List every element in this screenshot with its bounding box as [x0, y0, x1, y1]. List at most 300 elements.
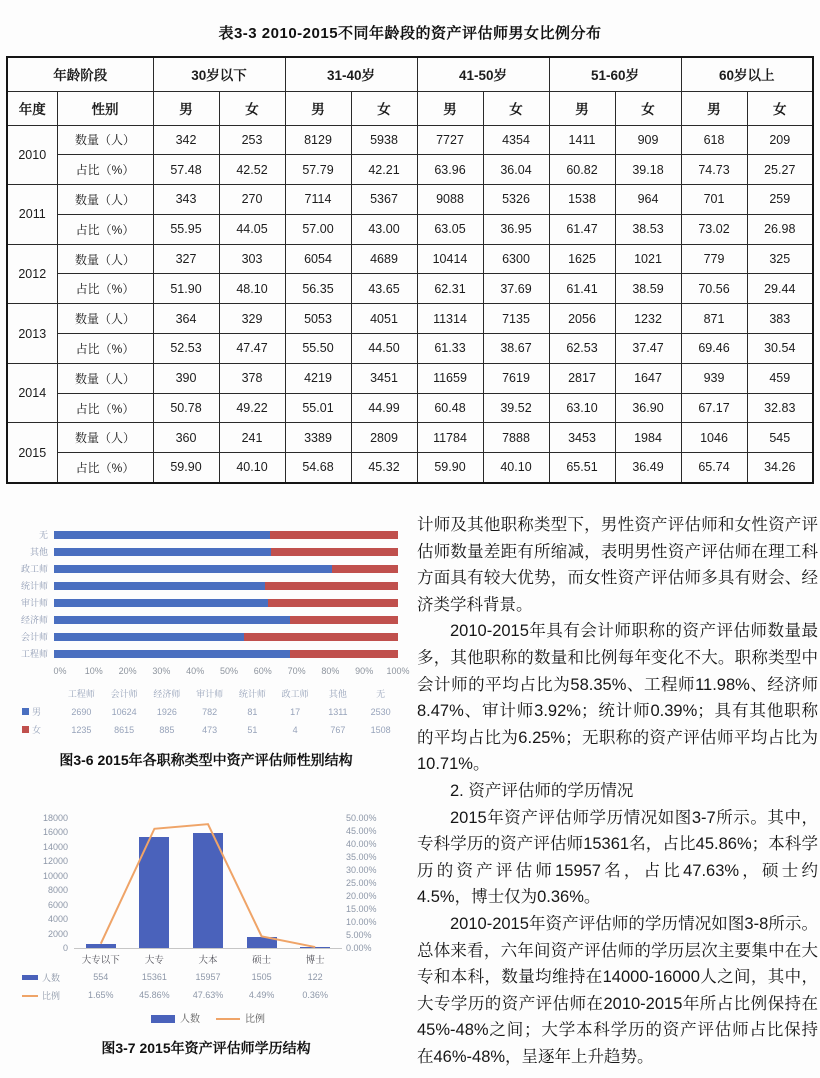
- year-cell: 2015: [7, 423, 57, 483]
- fig37-pct-row-key: [22, 989, 60, 1002]
- fig37-category-label: 大专以下: [81, 955, 120, 966]
- pct-cell: 39.52: [483, 393, 549, 423]
- fig36-category-label: 会计师: [20, 632, 48, 642]
- fig37-right-axis-tick: 20.00%: [346, 891, 377, 901]
- fig36-legend-series-key: [12, 723, 60, 736]
- fig36-value-cell: 1235: [71, 724, 92, 735]
- fig36-x-tick: 30%: [152, 666, 171, 676]
- fig37-left-axis-tick: 14000: [42, 841, 68, 852]
- fig36-x-tick: 100%: [386, 666, 410, 676]
- fig37-right-axis-tick: 40.00%: [346, 839, 377, 849]
- fig37-count-value: 15957: [195, 972, 221, 982]
- pct-cell: 57.00: [285, 214, 351, 244]
- fig37-pct-value: 47.63%: [192, 990, 224, 1000]
- year-cell: 2013: [7, 304, 57, 364]
- fig36-bar-row: [8, 594, 408, 611]
- pct-cell: 47.47: [219, 334, 285, 364]
- body-paragraph: 计师及其他职称类型下，男性资产评估师和女性资产评估师数量差距有所缩减，表明男性资产评估师在理工科方面具有较大优势，而女性资产评估师多具有财会、经济类学科背景。: [417, 516, 818, 614]
- pct-cell: 38.59: [615, 274, 681, 304]
- fig36-x-tick: 20%: [118, 666, 137, 676]
- fig37-left-axis-tick: 4000: [47, 914, 68, 925]
- count-cell: 701: [681, 185, 747, 215]
- table-row: [7, 125, 813, 155]
- count-cell: 383: [747, 304, 813, 334]
- count-cell: 5367: [351, 185, 417, 215]
- pct-cell: 40.10: [483, 453, 549, 483]
- age-group-header: 51-60岁: [549, 57, 681, 91]
- pct-cell: 69.46: [681, 334, 747, 364]
- count-cell: 1647: [615, 363, 681, 393]
- year-cell: 2014: [7, 363, 57, 423]
- count-cell: 253: [219, 125, 285, 155]
- fig36-male-segment: [54, 548, 271, 556]
- age-group-header: 31-40岁: [285, 57, 417, 91]
- fig37-left-axis-tick: 0: [62, 943, 68, 953]
- pct-cell: 67.17: [681, 393, 747, 423]
- count-cell: 6054: [285, 244, 351, 274]
- fig36-bar-row: [8, 577, 408, 594]
- fig36-x-tick: 0%: [53, 666, 67, 676]
- fig36-bar-row: [8, 560, 408, 577]
- pct-cell: 51.90: [153, 274, 219, 304]
- row-label-count: 数量（人）: [57, 185, 153, 215]
- fig37-pct-value: 45.86%: [139, 990, 170, 1000]
- count-cell: 4051: [351, 304, 417, 334]
- count-cell: 5053: [285, 304, 351, 334]
- fig36-male-segment: [54, 650, 290, 658]
- count-cell: 459: [747, 363, 813, 393]
- fig37-caption: 图3-7 2015年资产评估师学历结构: [101, 1040, 311, 1056]
- pct-cell: 55.95: [153, 214, 219, 244]
- pct-cell: 42.52: [219, 155, 285, 185]
- pct-cell: 40.10: [219, 453, 285, 483]
- fig37-category-label: 博士: [305, 955, 325, 966]
- count-cell: 964: [615, 185, 681, 215]
- fig37-pct-value: 0.36%: [302, 990, 328, 1000]
- body-paragraph: 2015年资产评估师学历情况如图3-7所示。其中，专科学历的资产评估师15361名，占比45.86%；本科学历的资产评估师15957名，占比47.63%，硕士约4.5%，博士仅为0.36%。: [417, 808, 818, 907]
- fig36-male-segment: [54, 616, 290, 624]
- fig36-female-segment: [332, 565, 398, 573]
- pct-cell: 60.82: [549, 155, 615, 185]
- fig36-bar: [54, 599, 398, 607]
- count-cell: 6300: [483, 244, 549, 274]
- pct-cell: 48.10: [219, 274, 285, 304]
- count-cell: 1984: [615, 423, 681, 453]
- pct-cell: 34.26: [747, 453, 813, 483]
- table-corner-age-label: 年龄阶段: [7, 57, 153, 91]
- fig36-female-segment: [271, 548, 398, 556]
- fig36-bar: [54, 582, 398, 590]
- fig36-value-cell: 782: [202, 706, 218, 717]
- age-gender-distribution-table: [6, 56, 814, 484]
- age-group-header: 60岁以上: [681, 57, 813, 91]
- table-row: [7, 393, 813, 423]
- fig36-x-axis: [53, 666, 410, 679]
- fig37-legend-item: [216, 1010, 265, 1025]
- table-row: [7, 274, 813, 304]
- pct-cell: 55.50: [285, 334, 351, 364]
- fig36-series-name: 女: [32, 725, 42, 735]
- fig37-legend: [8, 1010, 408, 1025]
- fig37-right-axis-tick: 45.00%: [346, 826, 377, 836]
- fig36-x-tick: 40%: [186, 666, 205, 676]
- count-cell: 4354: [483, 125, 549, 155]
- fig37-right-axis-tick: 30.00%: [346, 865, 377, 875]
- male-column-header: 男: [681, 91, 747, 125]
- fig37-pct-series-name: 比例: [42, 991, 61, 1001]
- pct-cell: 63.10: [549, 393, 615, 423]
- fig37-legend-label: 人数: [180, 1014, 200, 1025]
- fig36-x-tick: 50%: [219, 666, 239, 676]
- pct-cell: 36.04: [483, 155, 549, 185]
- count-cell: 364: [153, 304, 219, 334]
- body-paragraph: 2010-2015年具有会计师职称的资产评估师数量最多，其他职称的数量和比例每年变化不大。职称类型中会计师的平均占比为58.35%、工程师11.98%、经济师8.47%、审计师3.92%；统计师0.39%；具有其他职称的平均占比为6.25%；无职称的资产评估师平均占比为10.71%。: [417, 622, 818, 774]
- female-column-header: 女: [351, 91, 417, 125]
- male-column-header: 男: [153, 91, 219, 125]
- row-label-pct: 占比（%）: [57, 453, 153, 483]
- fig37-count-value: 15361: [141, 972, 167, 982]
- pct-cell: 49.22: [219, 393, 285, 423]
- fig36-category-label: 政工师: [20, 564, 48, 574]
- bar-legend-swatch-icon: [151, 1015, 175, 1023]
- count-cell: 2809: [351, 423, 417, 453]
- fig36-category-label: 无: [38, 530, 48, 540]
- fig36-value-cell: 885: [159, 724, 175, 735]
- pct-cell: 61.47: [549, 214, 615, 244]
- gender-column-header: 性别: [57, 91, 153, 125]
- fig36-value-cell: 8615: [114, 724, 135, 735]
- fig36-x-tick: 10%: [84, 666, 103, 676]
- fig37-pct-value: 1.65%: [88, 990, 114, 1000]
- fig36-value-cell: 1508: [370, 724, 391, 735]
- male-column-header: 男: [417, 91, 483, 125]
- fig36-male-segment: [54, 565, 332, 573]
- pct-cell: 37.47: [615, 334, 681, 364]
- fig37-right-axis-tick: 0.00%: [346, 943, 372, 953]
- fig36-bar: [54, 650, 398, 658]
- year-cell: 2011: [7, 185, 57, 245]
- fig37-right-axis-tick: 50.00%: [346, 813, 377, 823]
- pct-cell: 38.53: [615, 214, 681, 244]
- pct-cell: 26.98: [747, 214, 813, 244]
- table-row: [7, 185, 813, 215]
- count-cell: 11314: [417, 304, 483, 334]
- fig36-bar: [54, 548, 398, 556]
- table-row: [7, 214, 813, 244]
- fig37-left-axis-tick: 6000: [47, 899, 68, 910]
- fig36-male-segment: [54, 582, 265, 590]
- count-cell: 7888: [483, 423, 549, 453]
- pct-cell: 54.68: [285, 453, 351, 483]
- fig36-female-segment: [290, 616, 398, 624]
- fig36-female-segment: [270, 531, 398, 539]
- count-cell: 270: [219, 185, 285, 215]
- year-cell: 2012: [7, 244, 57, 304]
- fig36-plot-area: [8, 516, 408, 662]
- male-column-header: 男: [285, 91, 351, 125]
- fig36-value-cell: 4: [292, 724, 298, 735]
- fig37-count-series-name: 人数: [42, 973, 61, 983]
- fig36-stacked-bar-chart: [8, 516, 408, 736]
- pct-cell: 59.90: [417, 453, 483, 483]
- count-cell: 9088: [417, 185, 483, 215]
- count-cell: 8129: [285, 125, 351, 155]
- table-row: [7, 453, 813, 483]
- fig36-caption: 图3-6 2015年各职称类型中资产评估师性别结构: [59, 752, 353, 768]
- count-cell: 4219: [285, 363, 351, 393]
- fig36-legend-table: [12, 687, 402, 736]
- count-cell: 2056: [549, 304, 615, 334]
- fig36-legend-header: 会计师: [110, 689, 138, 699]
- fig36-bar: [54, 633, 398, 641]
- row-label-count: 数量（人）: [57, 423, 153, 453]
- count-cell: 209: [747, 125, 813, 155]
- count-cell: 779: [681, 244, 747, 274]
- pct-cell: 50.78: [153, 393, 219, 423]
- body-paragraph: 2. 资产评估师的学历情况: [450, 781, 634, 800]
- pct-cell: 29.44: [747, 274, 813, 304]
- pct-cell: 62.31: [417, 274, 483, 304]
- female-column-header: 女: [747, 91, 813, 125]
- fig37-left-axis-tick: 16000: [42, 827, 68, 838]
- pct-cell: 45.32: [351, 453, 417, 483]
- pct-cell: 61.33: [417, 334, 483, 364]
- year-cell: 2010: [7, 125, 57, 185]
- count-cell: 7135: [483, 304, 549, 334]
- count-cell: 5938: [351, 125, 417, 155]
- table-header: [7, 57, 813, 125]
- fig36-female-segment: [290, 650, 398, 658]
- count-cell: 360: [153, 423, 219, 453]
- count-cell: 1232: [615, 304, 681, 334]
- fig37-right-axis-tick: 10.00%: [346, 917, 377, 927]
- fig37-left-axis-tick: 18000: [42, 813, 68, 823]
- count-cell: 11659: [417, 363, 483, 393]
- table-title: 表3-3 2010-2015不同年龄段的资产评估师男女比例分布: [218, 25, 602, 42]
- count-cell: 1538: [549, 185, 615, 215]
- fig36-value-cell: 2530: [370, 706, 391, 717]
- pct-cell: 56.35: [285, 274, 351, 304]
- pct-cell: 38.67: [483, 334, 549, 364]
- fig37-count-value: 122: [307, 972, 323, 982]
- pct-cell: 30.54: [747, 334, 813, 364]
- fig36-legend-header: 工程师: [67, 689, 95, 699]
- fig37-category-label: 大专: [144, 955, 164, 966]
- count-cell: 7114: [285, 185, 351, 215]
- fig36-bar-row: [8, 628, 408, 645]
- count-cell: 390: [153, 363, 219, 393]
- pct-cell: 57.79: [285, 155, 351, 185]
- fig36-value-cell: 10624: [111, 706, 137, 717]
- pct-cell: 44.99: [351, 393, 417, 423]
- pct-cell: 25.27: [747, 155, 813, 185]
- fig36-value-cell: 17: [290, 706, 301, 717]
- fig37-legend-item: [151, 1010, 200, 1025]
- fig37-count-value: 1505: [251, 972, 272, 982]
- count-cell: 3453: [549, 423, 615, 453]
- fig36-female-segment: [268, 599, 398, 607]
- count-cell: 939: [681, 363, 747, 393]
- male-column-header: 男: [549, 91, 615, 125]
- pct-cell: 60.48: [417, 393, 483, 423]
- pct-cell: 55.01: [285, 393, 351, 423]
- count-cell: 3389: [285, 423, 351, 453]
- count-bar-swatch-icon: [22, 975, 38, 980]
- count-cell: 2817: [549, 363, 615, 393]
- row-label-pct: 占比（%）: [57, 393, 153, 423]
- fig36-legend-header: 统计师: [238, 689, 266, 699]
- table-row: [7, 155, 813, 185]
- pct-cell: 61.41: [549, 274, 615, 304]
- year-column-header: 年度: [7, 91, 57, 125]
- count-cell: 4689: [351, 244, 417, 274]
- pct-cell: 36.90: [615, 393, 681, 423]
- fig36-male-segment: [54, 599, 268, 607]
- fig36-bar-row: [8, 611, 408, 628]
- pct-cell: 59.90: [153, 453, 219, 483]
- count-cell: 1021: [615, 244, 681, 274]
- fig36-bar-row: [8, 645, 408, 662]
- row-label-pct: 占比（%）: [57, 274, 153, 304]
- row-label-count: 数量（人）: [57, 125, 153, 155]
- fig37-right-axis-tick: 5.00%: [346, 930, 372, 940]
- female-column-header: 女: [615, 91, 681, 125]
- fig37-count-row-key: [22, 971, 60, 984]
- fig36-value-cell: 81: [247, 706, 258, 717]
- body-paragraph: 2010-2015年资产评估师的学历情况如图3-8所示。总体来看，六年间资产评估师的学历层次主要集中在大专和本科，数量均维持在14000-16000人之间，其中，大专学历的资产评估师在2010-2015年所占比例保持在45%-48%之间；大学本科学历的资产评估师占比保持在46%-48%，呈逐年上升趋势。: [417, 914, 818, 1066]
- pct-cell: 44.50: [351, 334, 417, 364]
- fig36-legend-header: 其他: [328, 689, 347, 699]
- fig37-line-series: [74, 818, 342, 954]
- fig36-male-segment: [54, 633, 244, 641]
- row-label-pct: 占比（%）: [57, 214, 153, 244]
- fig36-legend-series-key: [12, 705, 60, 718]
- fig36-bar: [54, 616, 398, 624]
- fig36-female-segment: [265, 582, 398, 590]
- pct-cell: 43.00: [351, 214, 417, 244]
- count-cell: 1046: [681, 423, 747, 453]
- count-cell: 342: [153, 125, 219, 155]
- pct-cell: 74.73: [681, 155, 747, 185]
- fig36-value-cell: 473: [202, 724, 218, 735]
- fig37-left-axis-tick: 10000: [42, 870, 68, 881]
- fig36-legend-header: 经济师: [153, 689, 181, 699]
- table-row: [7, 334, 813, 364]
- count-cell: 1411: [549, 125, 615, 155]
- fig36-female-segment: [244, 633, 398, 641]
- fig36-value-cell: 2690: [71, 706, 92, 717]
- fig36-value-cell: 51: [247, 724, 258, 735]
- female-column-header: 女: [219, 91, 285, 125]
- fig37-left-axis-tick: 8000: [47, 885, 68, 896]
- fig36-legend-header: 审计师: [196, 689, 224, 699]
- fig36-legend-header: 无: [376, 689, 386, 699]
- count-cell: 325: [747, 244, 813, 274]
- count-cell: 11784: [417, 423, 483, 453]
- count-cell: 343: [153, 185, 219, 215]
- fig36-series-name: 男: [32, 707, 42, 717]
- fig36-legend-header: 政工师: [281, 689, 309, 699]
- fig37-count-value: 554: [93, 972, 109, 982]
- fig36-category-label: 审计师: [20, 598, 48, 608]
- count-cell: 303: [219, 244, 285, 274]
- pct-cell: 32.83: [747, 393, 813, 423]
- pct-cell: 44.05: [219, 214, 285, 244]
- table-body: [7, 125, 813, 483]
- count-cell: 5326: [483, 185, 549, 215]
- table-row: [7, 304, 813, 334]
- count-cell: 378: [219, 363, 285, 393]
- count-cell: 618: [681, 125, 747, 155]
- table-row: [7, 244, 813, 274]
- fig37-legend-label: 比例: [245, 1014, 265, 1025]
- pct-cell: 70.56: [681, 274, 747, 304]
- pct-line-swatch-icon: [22, 995, 38, 997]
- count-cell: 909: [615, 125, 681, 155]
- age-group-header: 41-50岁: [417, 57, 549, 91]
- count-cell: 3451: [351, 363, 417, 393]
- count-cell: 327: [153, 244, 219, 274]
- pct-cell: 63.96: [417, 155, 483, 185]
- fig36-bar: [54, 531, 398, 539]
- row-label-count: 数量（人）: [57, 244, 153, 274]
- fig36-category-label: 统计师: [20, 581, 48, 591]
- pct-cell: 42.21: [351, 155, 417, 185]
- fig36-value-cell: 1311: [328, 706, 348, 717]
- count-cell: 7619: [483, 363, 549, 393]
- pct-cell: 63.05: [417, 214, 483, 244]
- count-cell: 259: [747, 185, 813, 215]
- row-label-count: 数量（人）: [57, 304, 153, 334]
- fig36-x-tick: 80%: [321, 666, 340, 676]
- row-label-pct: 占比（%）: [57, 155, 153, 185]
- pct-cell: 65.74: [681, 453, 747, 483]
- female-column-header: 女: [483, 91, 549, 125]
- fig36-value-cell: 767: [330, 724, 346, 735]
- fig36-x-tick: 90%: [355, 666, 374, 676]
- body-text-column: [417, 512, 818, 1070]
- fig36-x-tick: 60%: [253, 666, 272, 676]
- pct-cell: 57.48: [153, 155, 219, 185]
- table-row: [7, 363, 813, 393]
- pct-cell: 73.02: [681, 214, 747, 244]
- pct-cell: 36.49: [615, 453, 681, 483]
- count-cell: 329: [219, 304, 285, 334]
- fig36-category-label: 工程师: [20, 649, 48, 659]
- table-row: [7, 423, 813, 453]
- fig36-bar-row: [8, 526, 408, 543]
- count-cell: 545: [747, 423, 813, 453]
- fig37-combo-chart: [8, 788, 408, 1034]
- pct-cell: 37.69: [483, 274, 549, 304]
- pct-cell: 43.65: [351, 274, 417, 304]
- fig37-right-axis-tick: 25.00%: [346, 878, 377, 888]
- count-cell: 241: [219, 423, 285, 453]
- count-cell: 10414: [417, 244, 483, 274]
- fig36-bar-row: [8, 543, 408, 560]
- count-cell: 7727: [417, 125, 483, 155]
- pct-cell: 39.18: [615, 155, 681, 185]
- fig37-left-axis-tick: 12000: [42, 856, 68, 867]
- row-label-pct: 占比（%）: [57, 334, 153, 364]
- fig36-x-tick: 70%: [287, 666, 306, 676]
- fig36-category-label: 其他: [29, 547, 48, 557]
- fig36-category-label: 经济师: [20, 615, 48, 625]
- pct-cell: 65.51: [549, 453, 615, 483]
- fig37-category-label: 大本: [198, 955, 218, 966]
- fig37-right-axis-tick: 15.00%: [346, 904, 377, 914]
- line-legend-swatch-icon: [216, 1018, 240, 1020]
